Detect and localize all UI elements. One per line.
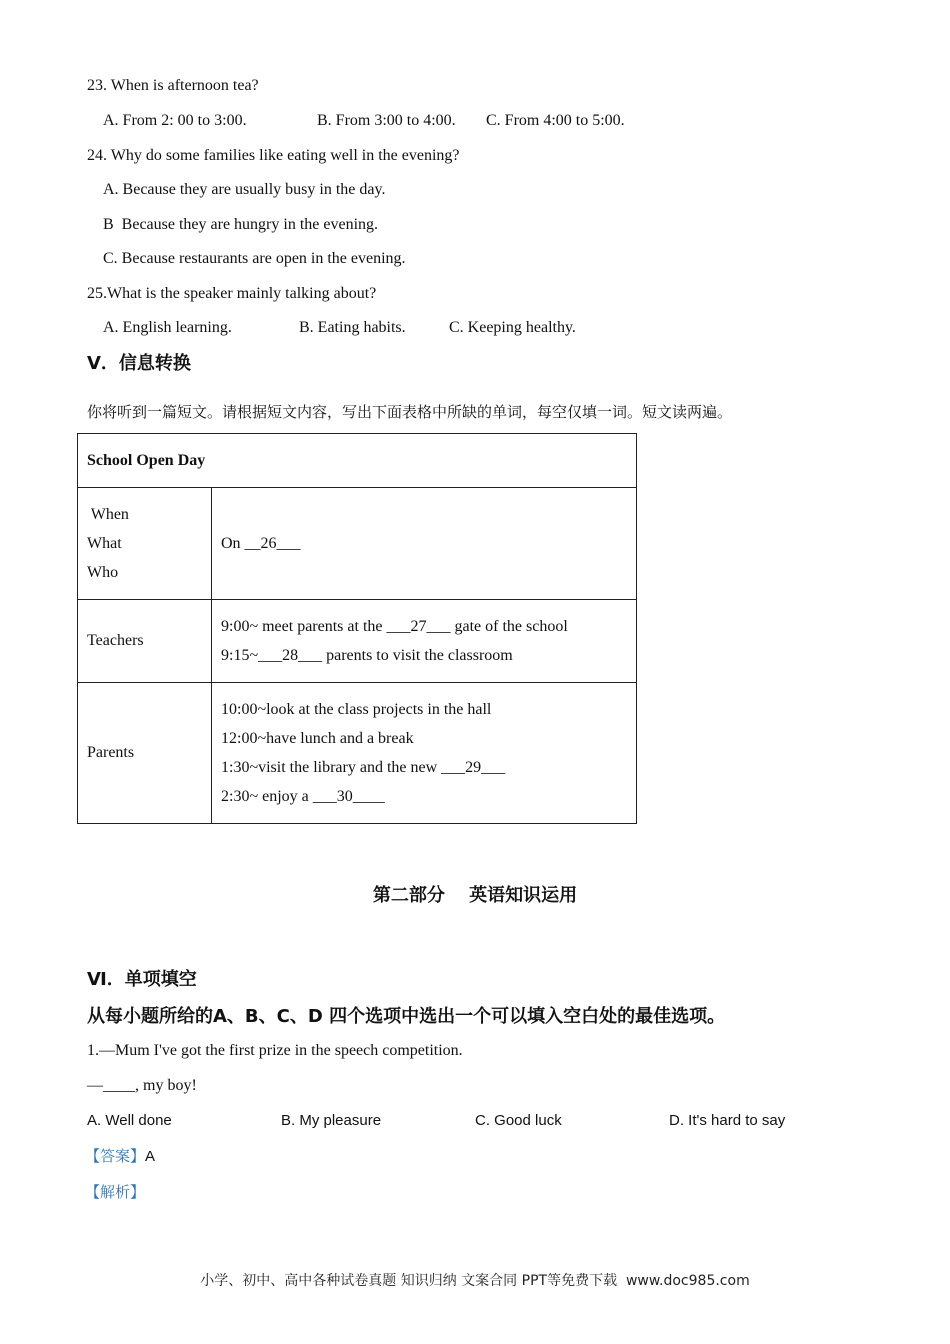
table-title-cell xyxy=(78,434,637,488)
q1-option-d: D. It's hard to say xyxy=(669,1112,786,1129)
q1-option-b: B. My pleasure xyxy=(281,1112,382,1129)
table-title: School Open Day xyxy=(87,451,206,469)
part-2-title: 第二部分 英语知识运用 xyxy=(372,885,578,906)
parents-line-1: 10:00~look at the class projects in the hall xyxy=(221,701,492,718)
section-6-heading: Ⅵ．单项填空 xyxy=(87,969,197,990)
answer-value: A xyxy=(145,1148,156,1165)
question-1-line-2: —____, my boy! xyxy=(87,1077,197,1094)
q23-option-a: A. From 2: 00 to 3:00. xyxy=(103,112,247,129)
q24-option-c: C. Because restaurants are open in the evening. xyxy=(103,250,406,267)
answer-label: 【答案】 xyxy=(85,1147,146,1165)
row-when-content-cell xyxy=(212,488,637,600)
row-parents-content-cell xyxy=(212,683,637,824)
question-24: 24. Why do some families like eating well in the evening? xyxy=(87,147,460,164)
question-25: 25.What is the speaker mainly talking about? xyxy=(87,285,377,302)
table-title-row xyxy=(78,434,637,488)
row-parents-label-cell xyxy=(78,683,212,824)
q24-option-b: B Because they are hungry in the evening. xyxy=(103,216,379,233)
label-teachers: Teachers xyxy=(87,632,144,649)
q23-option-b: B. From 3:00 to 4:00. xyxy=(317,112,456,129)
answer-row xyxy=(85,1146,155,1167)
teachers-line-1: 9:00~ meet parents at the ___27___ gate of the school xyxy=(221,618,568,635)
question-23: 23. When is afternoon tea? xyxy=(87,77,259,94)
section-5-heading: Ⅴ．信息转换 xyxy=(87,353,191,374)
page-footer: 小学、初中、高中各种试卷真题 知识归纳 文案合同 PPT等免费下载 www.doc985.com xyxy=(200,1273,750,1289)
label-parents: Parents xyxy=(87,744,135,761)
table-row-parents xyxy=(78,683,637,824)
section-6-instructions: 从每小题所给的A、B、C、D 四个选项中选出一个可以填入空白处的最佳选项。 xyxy=(87,1006,726,1027)
q23-option-c: C. From 4:00 to 5:00. xyxy=(486,112,625,129)
label-what: What xyxy=(87,535,122,552)
parents-line-4: 2:30~ enjoy a ___30____ xyxy=(221,788,385,805)
label-when: When xyxy=(87,506,129,523)
blank-26-text: On __26___ xyxy=(221,535,301,552)
teachers-line-2: 9:15~___28___ parents to visit the classroom xyxy=(221,647,513,664)
row-when-label-cell xyxy=(78,488,212,600)
analysis-label: 【解析】 xyxy=(85,1183,146,1201)
q1-option-a: A. Well done xyxy=(87,1112,172,1129)
q25-option-b: B. Eating habits. xyxy=(299,319,406,336)
q1-option-c: C. Good luck xyxy=(475,1112,562,1129)
label-who: Who xyxy=(87,564,119,581)
parents-line-2: 12:00~have lunch and a break xyxy=(221,730,414,747)
q25-option-a: A. English learning. xyxy=(103,319,232,336)
q25-option-c: C. Keeping healthy. xyxy=(449,319,576,336)
parents-line-3: 1:30~visit the library and the new ___29___ xyxy=(221,759,506,776)
table-row-teachers xyxy=(78,600,637,683)
table-row-when xyxy=(78,488,637,600)
q24-option-a: A. Because they are usually busy in the day. xyxy=(103,181,386,198)
row-teachers-content-cell xyxy=(212,600,637,683)
row-teachers-label-cell xyxy=(78,600,212,683)
info-table xyxy=(77,433,637,824)
section-5-instructions: 你将听到一篇短文。请根据短文内容，写出下面表格中所缺的单词，每空仅填一词。短文读两遍。 xyxy=(87,403,733,421)
question-1-line-1: 1.—Mum I've got the first prize in the speech competition. xyxy=(87,1042,463,1059)
